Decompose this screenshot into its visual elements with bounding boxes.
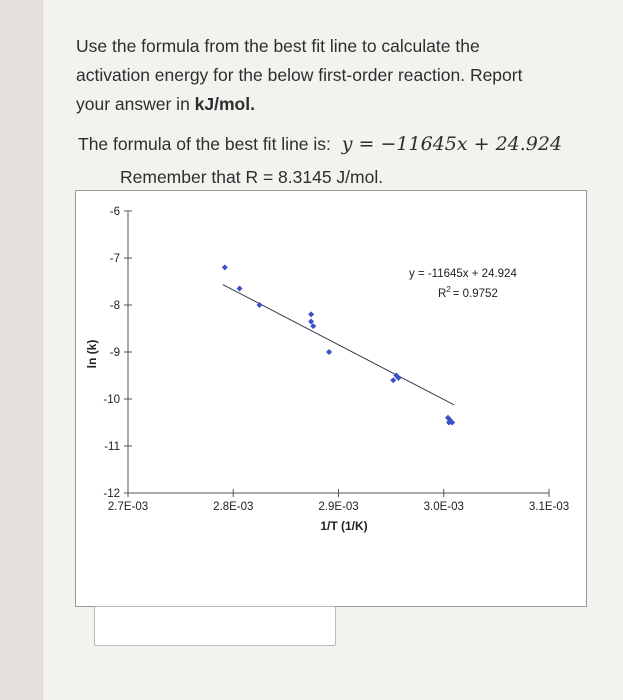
data-point bbox=[390, 377, 396, 383]
data-point bbox=[237, 286, 243, 292]
x-tick-label: 3.1E-03 bbox=[528, 501, 570, 513]
y-tick-label: -11 bbox=[104, 441, 120, 453]
x-axis-title: 1/T (1/K) bbox=[320, 519, 368, 533]
x-tick-label: 2.9E-03 bbox=[318, 501, 359, 513]
trendline-equation-label: y = -11645x + 24.924 bbox=[409, 268, 517, 280]
x-tick-label: 2.7E-03 bbox=[107, 501, 149, 513]
arrhenius-chart bbox=[75, 190, 587, 607]
question-line-3: your answer in bbox=[76, 94, 195, 114]
units-label: kJ/mol. bbox=[194, 94, 255, 114]
formula-line bbox=[78, 133, 562, 155]
y-tick-label: -7 bbox=[109, 253, 120, 265]
chart-svg bbox=[76, 191, 586, 606]
data-point bbox=[222, 264, 228, 270]
r-squared-exponent: 2 bbox=[446, 285, 451, 294]
x-tick-label: 2.8E-03 bbox=[213, 501, 254, 513]
y-axis-title: ln (k) bbox=[85, 339, 99, 369]
question-line-1: Use the formula from the best fit line to calculate the bbox=[76, 36, 480, 56]
r-squared-symbol: R bbox=[438, 288, 447, 300]
formula-label: The formula of the best fit line is: bbox=[78, 134, 331, 154]
data-point bbox=[308, 311, 314, 317]
r-squared-value: = 0.9752 bbox=[452, 288, 498, 300]
trendline bbox=[223, 285, 455, 405]
x-tick-label: 3.0E-03 bbox=[423, 501, 464, 513]
question-line-2: activation energy for the below first-order reaction. Report bbox=[76, 65, 523, 85]
y-tick-label: -8 bbox=[109, 300, 120, 312]
y-tick-label: -9 bbox=[109, 347, 120, 359]
formula-equation: y = −11645x + 24.924 bbox=[341, 133, 563, 155]
gas-constant-reminder: Remember that R = 8.3145 J/mol. bbox=[120, 167, 384, 187]
r-squared-label bbox=[438, 285, 498, 300]
answer-input[interactable] bbox=[94, 606, 336, 646]
y-tick-label: -6 bbox=[109, 206, 120, 218]
data-point bbox=[326, 349, 332, 355]
question-text bbox=[76, 32, 586, 119]
y-tick-label: -10 bbox=[103, 394, 120, 406]
y-tick-label: -12 bbox=[103, 488, 120, 500]
